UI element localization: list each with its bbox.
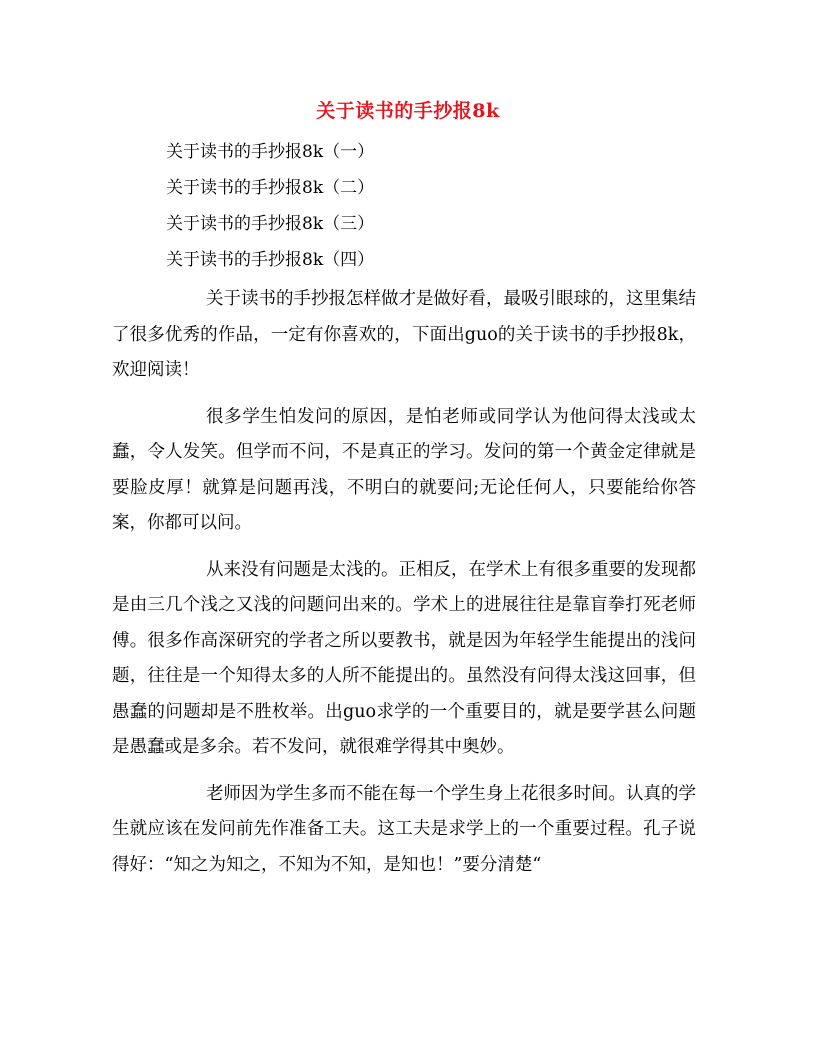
paragraph: 很多学生怕发问的原因，是怕老师或同学认为他问得太浅或太蠢，令人发笑。但学而不问，不是真正的学习。发问的第一个黄金定律就是要脸皮厚！就算是问题再浅，不明白的就要问;无论任何人，只要能给你答案，你都可以问。 <box>112 406 696 533</box>
document-title: 关于读书的手抄报8k <box>316 100 500 122</box>
paragraph: 关于读书的手抄报怎样做才是做好看，最吸引眼球的，这里集结了很多优秀的作品，一定有你喜欢的，下面出guo的关于读书的手抄报8k，欢迎阅读！ <box>112 289 696 380</box>
document-body <box>112 282 696 894</box>
toc-item: 关于读书的手抄报8k（二） <box>166 178 375 198</box>
paragraph: 老师因为学生多而不能在每一个学生身上花很多时间。认真的学生就应该在发问前先作准备工夫。这工夫是求学上的一个重要过程。孔子说得好：“知之为知之，不知为不知，是知也！”要分清楚“ <box>112 783 696 875</box>
table-of-contents <box>166 138 666 282</box>
paragraph: 从来没有问题是太浅的。正相反，在学术上有很多重要的发现都是由三几个浅之又浅的问题问出来的。学术上的进展往往是靠盲拳打死老师傅。很多作高深研究的学者之所以要教书，就是因为年轻学生能提出的浅问题，往往是一个知得太多的人所不能提出的。虽然没有问得太浅这回事，但愚蠢的问题却是不胜枚举。出guo求学的一个重要目的，就是要学甚么问题是愚蠢或是多余。若不发问，就很难学得其中奥妙。 <box>112 559 696 757</box>
toc-item: 关于读书的手抄报8k（一） <box>166 142 375 162</box>
toc-item: 关于读书的手抄报8k（三） <box>166 214 375 234</box>
toc-item: 关于读书的手抄报8k（四） <box>166 250 375 270</box>
